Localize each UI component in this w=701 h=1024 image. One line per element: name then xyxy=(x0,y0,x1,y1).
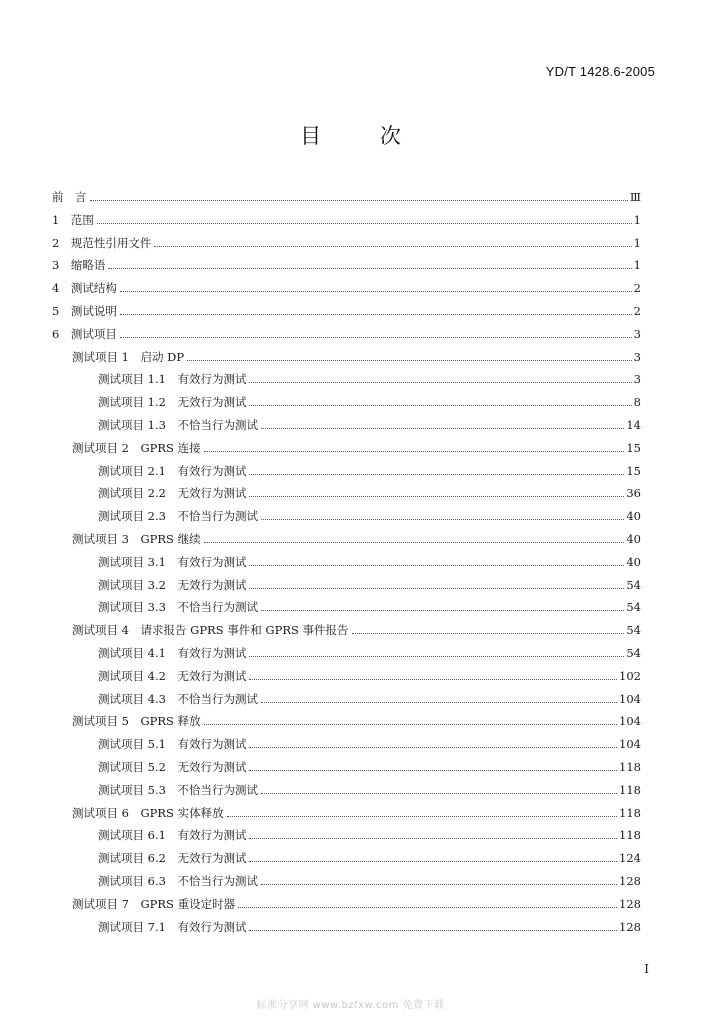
toc-entry[interactable] xyxy=(72,620,641,640)
toc-dot-leader xyxy=(187,360,632,361)
toc-dot-leader xyxy=(120,337,632,338)
toc-entry-page: 8 xyxy=(633,395,641,410)
toc-entry-page: 118 xyxy=(619,782,641,797)
toc-entry[interactable] xyxy=(52,233,641,253)
toc-dot-leader xyxy=(261,428,624,429)
toc-entry-label: 5 测试说明 xyxy=(52,304,117,318)
toc-entry-label: 2 规范性引用文件 xyxy=(52,235,152,250)
toc-entry-label: 测试项目 5 GPRS 释放 xyxy=(72,714,201,729)
toc-dot-leader xyxy=(261,884,617,885)
toc-entry-page: 128 xyxy=(619,874,641,888)
toc-entry-label: 测试项目 3.3 不恰当行为测试 xyxy=(98,600,258,615)
toc-entry-label: 测试项目 7 GPRS 重设定时器 xyxy=(72,896,236,911)
toc-entry-page: 15 xyxy=(626,440,641,455)
toc-entry[interactable] xyxy=(98,461,641,481)
toc-dot-leader xyxy=(261,519,624,520)
toc-entry-label: 测试项目 5.3 不恰当行为测试 xyxy=(98,782,258,797)
toc-dot-leader xyxy=(249,861,617,862)
toc-entry-label: 测试项目 1.3 不恰当行为测试 xyxy=(98,418,258,432)
toc-entry[interactable] xyxy=(98,552,641,572)
toc-entry-page: Ⅲ xyxy=(629,190,641,204)
toc-dot-leader xyxy=(238,907,617,908)
toc-entry-label: 测试项目 5.1 有效行为测试 xyxy=(98,737,247,752)
toc-entry[interactable] xyxy=(52,324,641,344)
toc-dot-leader xyxy=(108,268,631,269)
toc-entry-page: 118 xyxy=(619,805,641,820)
toc-entry[interactable] xyxy=(98,506,641,526)
toc-entry-label: 测试项目 3.2 无效行为测试 xyxy=(98,577,247,592)
toc-entry[interactable] xyxy=(98,734,641,754)
toc-entry-label: 测试项目 7.1 有效行为测试 xyxy=(98,919,247,934)
toc-dot-leader xyxy=(249,656,624,657)
toc-entry[interactable] xyxy=(98,415,641,435)
toc-dot-leader xyxy=(249,382,631,383)
toc-entry-page: 54 xyxy=(626,623,641,638)
toc-dot-leader xyxy=(261,793,617,794)
toc-entry-page: 2 xyxy=(633,304,641,318)
toc-entry[interactable] xyxy=(52,187,641,207)
page-title: 目 次 xyxy=(300,124,427,148)
toc-entry[interactable] xyxy=(98,369,641,389)
toc-entry[interactable] xyxy=(72,438,641,458)
toc-entry-label: 测试项目 2.2 无效行为测试 xyxy=(98,486,247,501)
toc-entry-page: 40 xyxy=(626,509,641,524)
toc-entry-page: 128 xyxy=(619,919,641,934)
toc-entry-label: 测试项目 4 请求报告 GPRS 事件和 GPRS 事件报告 xyxy=(72,623,349,638)
toc-entry[interactable] xyxy=(72,529,641,549)
page-number: I xyxy=(644,962,649,976)
toc-entry-page: 124 xyxy=(619,851,641,866)
toc-dot-leader xyxy=(249,565,624,566)
toc-dot-leader xyxy=(154,246,631,247)
toc-entry-page: 118 xyxy=(619,760,641,774)
toc-entry-label: 测试项目 6.3 不恰当行为测试 xyxy=(98,874,258,888)
toc-entry-label: 测试项目 4.3 不恰当行为测试 xyxy=(98,691,258,706)
toc-dot-leader xyxy=(261,702,617,703)
toc-dot-leader xyxy=(249,405,631,406)
toc-entry-page: 104 xyxy=(619,737,641,752)
toc-entry-label: 测试项目 3 GPRS 继续 xyxy=(72,532,201,546)
toc-entry[interactable] xyxy=(98,597,641,617)
toc-entry[interactable] xyxy=(98,643,641,663)
toc-entry[interactable] xyxy=(52,301,641,321)
toc-entry[interactable] xyxy=(72,803,641,823)
toc-entry-label: 测试项目 2 GPRS 连接 xyxy=(72,440,201,455)
toc-dot-leader xyxy=(204,451,625,452)
toc-entry-label: 测试项目 3.1 有效行为测试 xyxy=(98,554,247,569)
toc-entry-label: 测试项目 4.1 有效行为测试 xyxy=(98,646,247,660)
toc-entry[interactable] xyxy=(72,711,641,731)
toc-entry[interactable] xyxy=(98,575,641,595)
footer-watermark: 标准分享网 www.bzfxw.com 免费下载 xyxy=(256,1000,445,1011)
toc-entry[interactable] xyxy=(98,917,641,937)
toc-entry-page: 15 xyxy=(626,463,641,478)
toc-entry-label: 6 测试项目 xyxy=(52,326,117,341)
toc-entry-label: 测试项目 4.2 无效行为测试 xyxy=(98,668,247,683)
toc-dot-leader xyxy=(249,930,617,931)
toc-dot-leader xyxy=(249,770,617,771)
toc-entry-label: 测试项目 6 GPRS 实体释放 xyxy=(72,805,224,820)
toc-entry-page: 40 xyxy=(626,532,641,546)
toc-entry[interactable] xyxy=(98,780,641,800)
toc-entry-page: 1 xyxy=(633,235,641,250)
toc-entry-page: 54 xyxy=(626,600,641,615)
toc-entry-page: 2 xyxy=(633,281,641,296)
toc-entry-page: 118 xyxy=(619,828,641,843)
toc-entry-label: 测试项目 2.1 有效行为测试 xyxy=(98,463,247,478)
toc-dot-leader xyxy=(90,200,628,201)
toc-entry[interactable] xyxy=(98,689,641,709)
toc-dot-leader xyxy=(352,633,625,634)
toc-entry-page: 36 xyxy=(626,486,641,501)
toc-entry-label: 测试项目 6.1 有效行为测试 xyxy=(98,828,247,843)
toc-entry-page: 128 xyxy=(619,896,641,911)
toc-dot-leader xyxy=(249,474,624,475)
toc-dot-leader xyxy=(249,838,617,839)
toc-entry-label: 测试项目 5.2 无效行为测试 xyxy=(98,760,247,774)
toc-entry-page: 104 xyxy=(619,691,641,706)
toc-entry-label: 测试项目 1.1 有效行为测试 xyxy=(98,372,247,387)
toc-dot-leader xyxy=(227,816,617,817)
toc-dot-leader xyxy=(120,314,632,315)
toc-entry[interactable] xyxy=(52,278,641,298)
toc-entry-page: 40 xyxy=(626,554,641,569)
toc-entry[interactable] xyxy=(72,894,641,914)
toc-entry-label: 前 言 xyxy=(52,190,87,204)
toc-entry-page: 3 xyxy=(633,349,641,364)
standard-code: YD/T 1428.6-2005 xyxy=(545,64,655,79)
toc-entry-label: 测试项目 2.3 不恰当行为测试 xyxy=(98,509,258,524)
toc-dot-leader xyxy=(261,610,624,611)
toc-entry[interactable] xyxy=(52,210,641,230)
toc-dot-leader xyxy=(249,747,617,748)
toc-dot-leader xyxy=(97,223,632,224)
toc-dot-leader xyxy=(249,679,617,680)
toc-entry-page: 54 xyxy=(626,646,641,660)
toc-entry-page: 104 xyxy=(619,714,641,729)
toc-entry-page: 1 xyxy=(633,258,641,273)
toc-entry[interactable] xyxy=(52,255,641,275)
toc-entry-label: 测试项目 1 启动 DP xyxy=(72,349,185,364)
toc-entry[interactable] xyxy=(72,347,641,367)
toc-entry-page: 3 xyxy=(633,372,641,387)
toc-entry-label: 4 测试结构 xyxy=(52,281,117,296)
toc-dot-leader xyxy=(249,496,624,497)
toc-entry-page: 54 xyxy=(626,577,641,592)
toc-entry[interactable] xyxy=(98,483,641,503)
toc-entry-page: 102 xyxy=(619,668,641,683)
toc-dot-leader xyxy=(120,291,632,292)
toc-entry[interactable] xyxy=(98,825,641,845)
toc-entry-label: 测试项目 6.2 无效行为测试 xyxy=(98,851,247,866)
toc-entry[interactable] xyxy=(98,757,641,777)
toc-entry-label: 1 范围 xyxy=(52,212,94,227)
toc-dot-leader xyxy=(204,724,617,725)
toc-dot-leader xyxy=(249,588,624,589)
toc-entry-label: 3 缩略语 xyxy=(52,258,106,273)
toc-entry[interactable] xyxy=(98,871,641,891)
toc-dot-leader xyxy=(204,542,625,543)
toc-entry-page: 14 xyxy=(626,418,641,432)
toc-entry[interactable] xyxy=(98,848,641,868)
toc-entry-page: 1 xyxy=(633,212,641,227)
toc-entry-page: 3 xyxy=(633,326,641,341)
toc-entry[interactable] xyxy=(98,666,641,686)
toc-entry-label: 测试项目 1.2 无效行为测试 xyxy=(98,395,247,410)
toc-entry[interactable] xyxy=(98,392,641,412)
